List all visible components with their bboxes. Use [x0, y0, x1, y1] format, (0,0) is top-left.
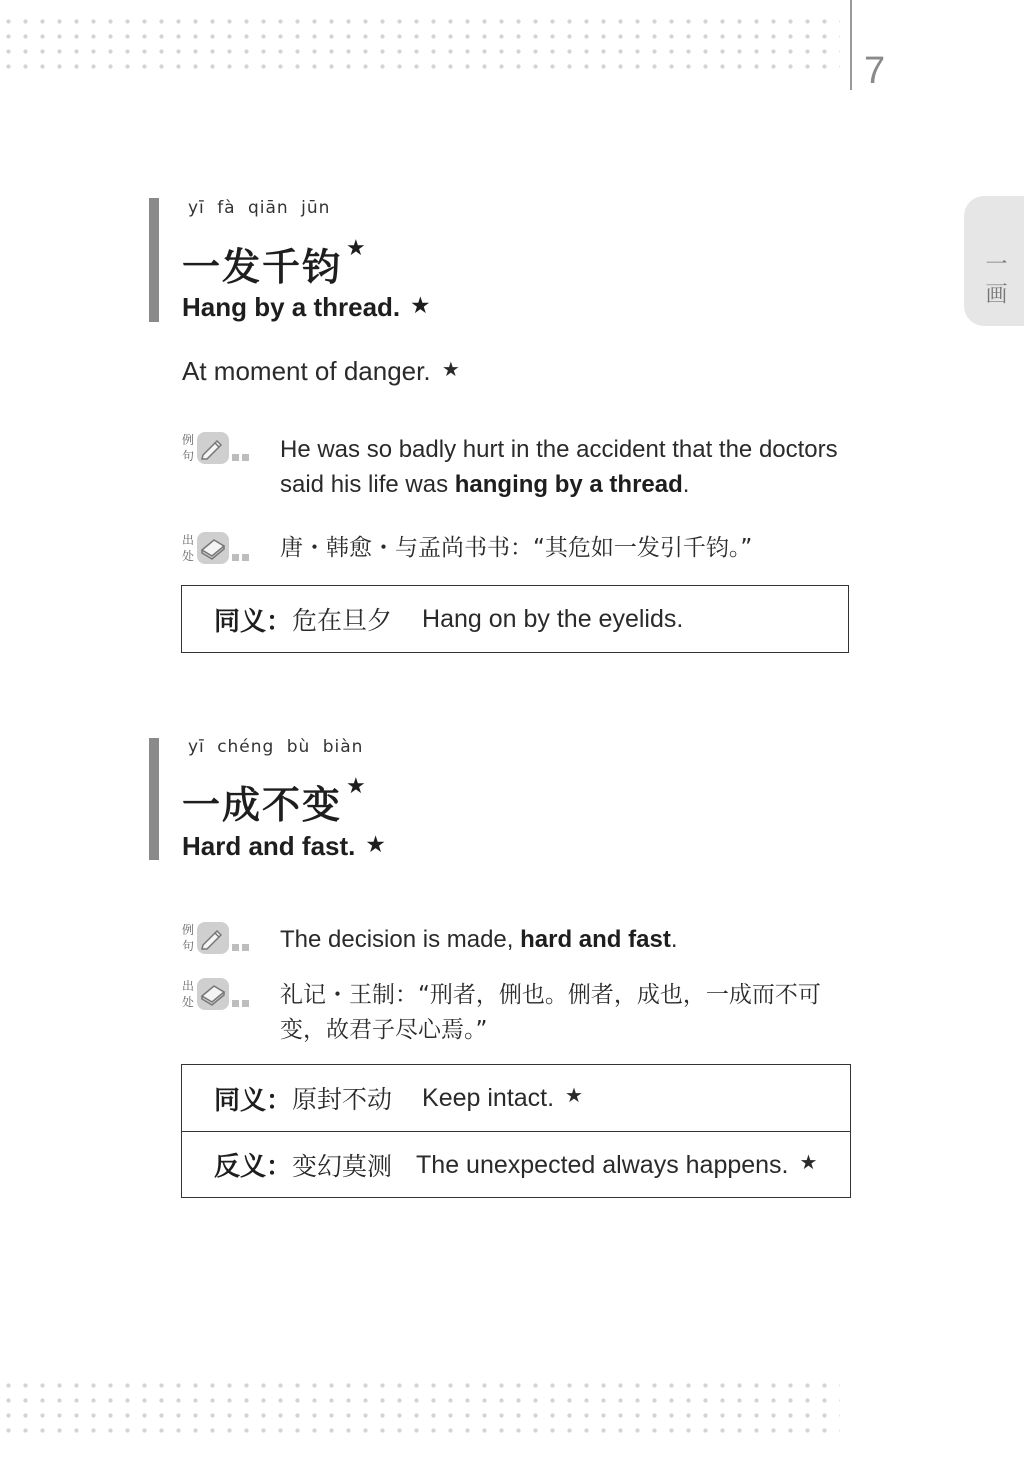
example-highlight: hard and fast — [520, 926, 671, 953]
example-sentence — [280, 432, 860, 502]
book-icon — [197, 978, 229, 1010]
synonym-english — [422, 1083, 583, 1113]
tag-square — [242, 944, 249, 951]
tag-square — [232, 1000, 239, 1007]
entry-meaning — [182, 356, 460, 387]
source-tag — [182, 978, 262, 1014]
entry-idiom — [182, 774, 368, 829]
idiom-text: 一成不变 — [182, 783, 343, 827]
entry-pinyin: yī chéng bù biàn — [188, 737, 364, 757]
entry-english-title — [182, 292, 429, 323]
entry-english-title — [182, 831, 385, 862]
antonym-english-text: The unexpected always happens. — [416, 1150, 789, 1179]
star-icon: ★ — [346, 774, 368, 799]
tag-square — [232, 554, 239, 561]
example-text-end: . — [670, 926, 678, 953]
example-tag-label: 例句 — [182, 923, 195, 953]
example-text-end: . — [682, 471, 690, 498]
synonym-row — [182, 1065, 850, 1131]
related-idioms-box — [181, 1064, 851, 1198]
antonym-english — [416, 1150, 817, 1180]
page-number: 7 — [864, 50, 886, 92]
star-icon: ★ — [411, 295, 430, 317]
side-tab-label: 一画 — [982, 252, 1007, 312]
pencil-icon — [197, 922, 229, 954]
entry-marker-bar — [149, 738, 159, 860]
tag-square — [242, 454, 249, 461]
synonym-chinese: 原封不动 — [292, 1085, 393, 1114]
page-number-divider — [850, 0, 852, 90]
tag-square — [232, 454, 239, 461]
entry-marker-bar — [149, 198, 159, 322]
meaning-text: At moment of danger. — [182, 356, 431, 386]
entry-pinyin: yī fà qiān jūn — [188, 198, 331, 218]
top-dot-pattern — [0, 14, 840, 76]
pencil-icon — [197, 432, 229, 464]
star-icon: ★ — [441, 359, 460, 381]
source-citation: 礼记・王制：“刑者，侀也。侀者，成也，一成而不可变，故君子尽心焉。” — [280, 982, 821, 1043]
english-title-text: Hang by a thread. — [182, 292, 401, 322]
source-tag-label: 出处 — [182, 533, 195, 563]
book-icon — [197, 532, 229, 564]
source-citation: 唐・韩愈・与孟尚书书：“其危如一发引千钧。” — [280, 535, 753, 561]
example-text: He was so badly hurt in the accident that the doctors said his life was — [280, 436, 838, 498]
example-text: The decision is made, — [280, 926, 521, 953]
star-icon: ★ — [366, 834, 385, 856]
star-icon: ★ — [346, 236, 368, 261]
antonym-label: 反义： — [214, 1152, 293, 1182]
example-sentence — [280, 922, 860, 957]
english-title-text: Hard and fast. — [182, 831, 356, 861]
example-tag-label: 例句 — [182, 433, 195, 463]
synonym-english-text: Keep intact. — [422, 1084, 555, 1112]
tag-square — [242, 1000, 249, 1007]
synonym-label: 同义： — [214, 1085, 293, 1116]
antonym-chinese: 变幻莫测 — [292, 1151, 393, 1181]
synonym-chinese: 危在旦夕 — [292, 606, 393, 635]
source-tag-label: 出处 — [182, 979, 195, 1009]
example-tag — [182, 922, 262, 958]
synonym-english: Hang on by the eyelids. — [422, 604, 684, 633]
star-icon: ★ — [799, 1151, 818, 1174]
entry-idiom — [182, 236, 368, 291]
synonym-label: 同义： — [214, 606, 293, 637]
antonym-row — [182, 1131, 850, 1197]
source-tag — [182, 532, 262, 568]
tag-square — [232, 944, 239, 951]
example-highlight: hanging by a thread — [454, 471, 683, 498]
star-icon: ★ — [565, 1085, 583, 1107]
synonym-row — [182, 586, 848, 652]
tag-square — [242, 554, 249, 561]
example-tag — [182, 432, 262, 468]
bottom-dot-pattern — [0, 1378, 840, 1440]
idiom-text: 一发千钧 — [182, 245, 343, 289]
related-idioms-box — [181, 585, 849, 653]
